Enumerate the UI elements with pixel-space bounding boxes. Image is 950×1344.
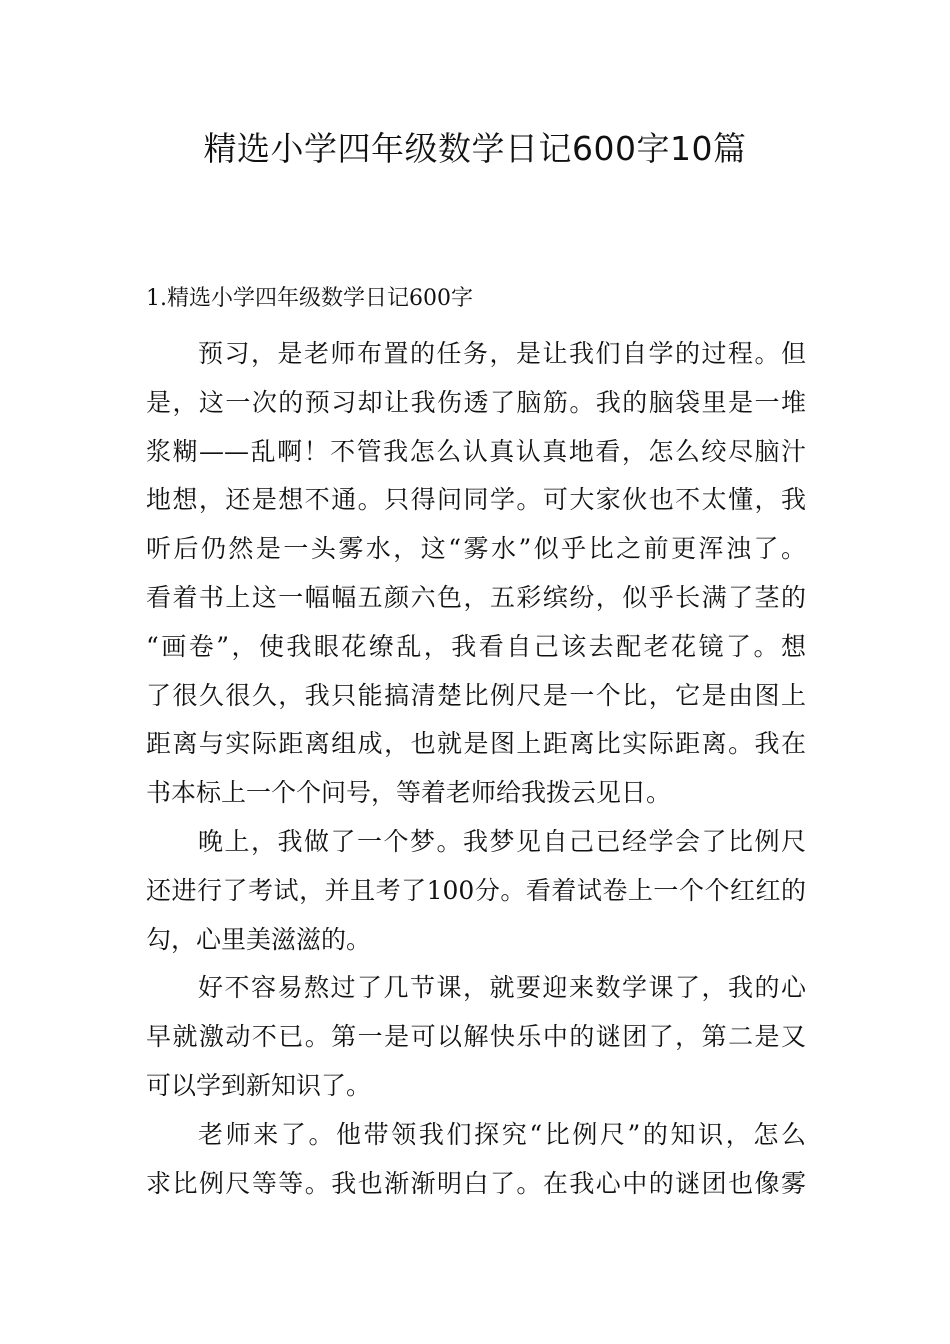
document-title: 精选小学四年级数学日记600字10篇	[203, 129, 747, 168]
text-line: 听后仍然是一头雾水，这“雾水”似乎比之前更浑浊了。	[146, 534, 806, 564]
text-line: 浆糊——乱啊！不管我怎么认真认真地看，怎么绞尽脑汁	[146, 436, 806, 466]
text-line: 勾，心里美滋滋的。	[146, 924, 372, 954]
section-heading: 1.精选小学四年级数学日记600字	[146, 286, 473, 311]
text-line: 看着书上这一幅幅五颜六色，五彩缤纷，似乎长满了茎的	[146, 582, 806, 612]
text-line: 可以学到新知识了。	[146, 1070, 372, 1100]
article-body	[146, 330, 806, 1208]
paragraph-3	[146, 964, 806, 1110]
text-line: 距离与实际距离组成，也就是图上距离比实际距离。我在	[146, 729, 806, 759]
text-line: 是，这一次的预习却让我伤透了脑筋。我的脑袋里是一堆	[146, 387, 806, 417]
text-line: “画卷”，使我眼花缭乱，我看自己该去配老花镜了。想	[146, 631, 806, 661]
text-line: 还进行了考试，并且考了100分。看着试卷上一个个红红的	[146, 875, 806, 905]
text-line: 早就激动不已。第一是可以解快乐中的谜团了，第二是又	[146, 1022, 806, 1052]
paragraph-1	[146, 330, 806, 818]
text-line: 好不容易熬过了几节课，就要迎来数学课了，我的心	[198, 973, 806, 1003]
text-line: 老师来了。他带领我们探究“比例尺”的知识，怎么	[198, 1119, 806, 1149]
text-line: 求比例尺等等。我也渐渐明白了。在我心中的谜团也像雾	[146, 1168, 806, 1198]
text-line: 了很久很久，我只能搞清楚比例尺是一个比，它是由图上	[146, 680, 806, 710]
text-line: 书本标上一个个问号，等着老师给我拨云见日。	[146, 778, 672, 808]
paragraph-2	[146, 818, 806, 964]
text-line: 地想，还是想不通。只得问同学。可大家伙也不太懂，我	[146, 485, 806, 515]
paragraph-4	[146, 1111, 806, 1209]
text-line: 晚上，我做了一个梦。我梦见自己已经学会了比例尺	[198, 826, 806, 856]
text-line: 预习，是老师布置的任务，是让我们自学的过程。但	[198, 339, 806, 368]
